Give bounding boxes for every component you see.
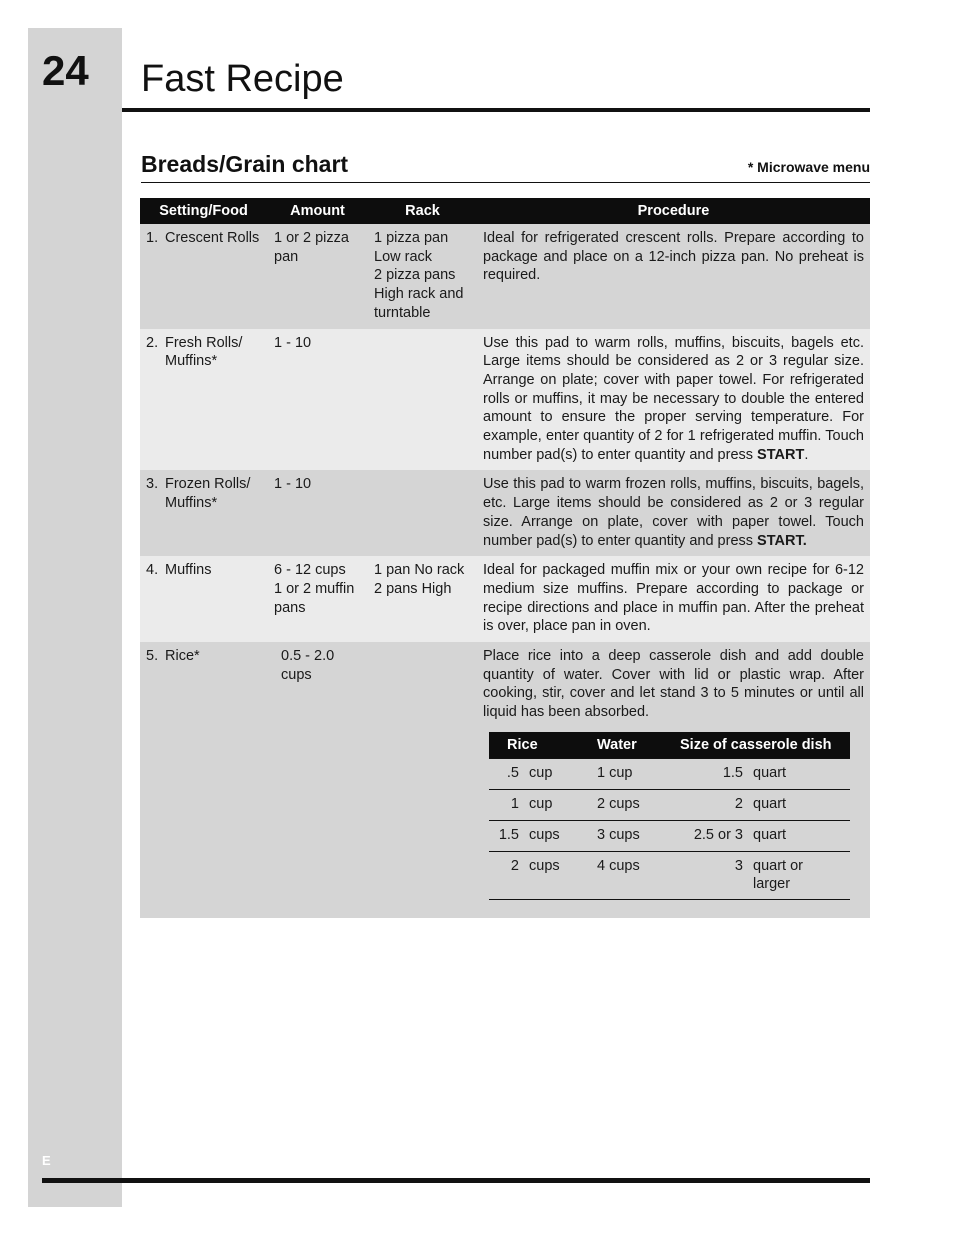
rice-qty: .5 <box>489 758 523 789</box>
rice-row <box>489 820 850 851</box>
rice-header-row <box>489 732 850 759</box>
footer-divider <box>42 1178 870 1183</box>
dish-size-qty: 2 <box>680 789 747 820</box>
procedure-cell <box>477 556 870 642</box>
page-title: Fast Recipe <box>141 58 344 100</box>
amount-line: 1 or 2 pizza pan <box>274 230 349 265</box>
table-header-row <box>140 198 870 224</box>
amount-cell <box>267 224 368 329</box>
food-name: Rice* <box>165 648 200 665</box>
rice-row <box>489 758 850 789</box>
procedure-text: Use this pad to warm frozen rolls, muffins, biscuits, bagels, etc. Large items should be considered as 2 or 3 regular size. Arrange on plate, cover with paper towel. Touch number pad(s) to enter quantity and press <box>483 476 864 549</box>
water-amount: 4 cups <box>595 851 680 899</box>
side-band <box>28 28 122 1207</box>
row-number: 1. <box>146 230 159 246</box>
dish-size-qty: 3 <box>680 851 747 899</box>
rice-unit: cup <box>523 789 595 820</box>
rack-line: Low rack <box>374 248 433 265</box>
table-row <box>140 224 870 329</box>
amount-line: 6 - 12 cups <box>274 562 346 579</box>
start-keyword: START. <box>757 532 807 549</box>
procedure-text: Use this pad to warm rolls, muffins, biscuits, bagels etc. Large items should be considered as 2 or 3 regular size. Arrange on plate; cover with paper towel. For refrigerated rolls or muffins, it may be necessary to double the entered amount to ensure the proper serving temperature. For example, enter quantity of 2 for 1 refrigerated muffin. Touch number pad(s) to enter quantity and press <box>483 334 864 463</box>
title-divider <box>122 108 870 112</box>
start-keyword: START <box>757 446 805 463</box>
food-name: Crescent Rolls <box>165 230 260 246</box>
food-cell <box>140 556 267 642</box>
rice-unit: cups <box>523 820 595 851</box>
table-row <box>140 556 870 642</box>
procedure-cell <box>477 224 870 329</box>
rice-header-rice: Rice <box>489 732 595 759</box>
procedure-text: Place rice into a deep casserole dish and add double quantity of water. Cover with lid or plastic wrap. After cooking, stir, cover and let stand 3 to 5 minutes or until all liquid has been absorbed. <box>483 648 864 721</box>
rack-line: 1 pizza pan <box>374 230 449 246</box>
table-row <box>140 642 870 918</box>
row-number: 5. <box>146 648 159 665</box>
rack-cell <box>368 556 477 642</box>
food-name: Frozen Rolls/ Muffins* <box>165 476 251 512</box>
amount-cell <box>267 470 368 556</box>
procedure-tail: . <box>804 446 809 463</box>
table-row <box>140 470 870 556</box>
rice-header-size: Size of casserole dish <box>680 732 850 759</box>
food-cell <box>140 470 267 556</box>
rack-line: 1 pan No rack <box>374 562 465 579</box>
water-amount: 3 cups <box>595 820 680 851</box>
section-title: Breads/Grain chart <box>141 151 349 177</box>
amount-cell <box>267 642 368 918</box>
rack-cell <box>368 470 477 556</box>
rack-line: 2 pizza pans <box>374 267 456 284</box>
breads-grain-table <box>140 198 870 918</box>
header-setting-food: Setting/Food <box>140 198 267 224</box>
section-divider <box>141 182 870 183</box>
procedure-cell <box>477 642 870 918</box>
procedure-text: Ideal for refrigerated crescent rolls. Prepare according to package and place on a 12-inch pizza pan. No preheat is required. <box>483 230 864 284</box>
header-amount: Amount <box>267 198 368 224</box>
header-rack: Rack <box>368 198 477 224</box>
dish-size-unit: quart <box>747 820 850 851</box>
water-amount: 1 cup <box>595 758 680 789</box>
water-amount: 2 cups <box>595 789 680 820</box>
rice-qty: 1 <box>489 789 523 820</box>
rice-header-water: Water <box>595 732 680 759</box>
food-name: Muffins <box>165 562 212 579</box>
language-tag: E <box>42 1153 51 1168</box>
amount-line: 1 - 10 <box>274 334 312 351</box>
rice-row <box>489 789 850 820</box>
microwave-menu-note: * Microwave menu <box>747 159 870 175</box>
rice-unit: cups <box>523 851 595 899</box>
rack-line: 2 pans High <box>374 580 452 597</box>
dish-size-unit: quart <box>747 789 850 820</box>
rice-qty: 2 <box>489 851 523 899</box>
rack-cell <box>368 224 477 329</box>
row-number: 4. <box>146 562 159 579</box>
food-cell <box>140 642 267 918</box>
page-number: 24 <box>42 47 89 94</box>
rice-water-table <box>489 732 850 900</box>
dish-size-qty: 2.5 or 3 <box>680 820 747 851</box>
amount-line: 0.5 - 2.0 cups <box>281 648 335 683</box>
rice-unit: cup <box>523 758 595 789</box>
amount-line: 1 - 10 <box>274 476 312 493</box>
table-row <box>140 329 870 471</box>
amount-cell <box>267 556 368 642</box>
rack-cell <box>368 642 477 918</box>
header-procedure: Procedure <box>477 198 870 224</box>
food-cell <box>140 329 267 471</box>
procedure-text: Ideal for packaged muffin mix or your own recipe for 6-12 medium size muffins. Prepare according to package or recipe directions and place in muffin pan. After the preheat is over, place pan in oven. <box>483 562 864 635</box>
rack-line: High rack and turntable <box>374 286 464 321</box>
procedure-cell <box>477 329 870 471</box>
amount-cell <box>267 329 368 471</box>
procedure-cell <box>477 470 870 556</box>
dish-size-qty: 1.5 <box>680 758 747 789</box>
rice-row <box>489 851 850 899</box>
row-number: 2. <box>146 334 159 351</box>
rack-cell <box>368 329 477 471</box>
dish-size-unit: quart or larger <box>747 851 850 899</box>
dish-size-unit: quart <box>747 758 850 789</box>
row-number: 3. <box>146 476 159 493</box>
food-cell <box>140 224 267 329</box>
amount-line: 1 or 2 muffin pans <box>274 580 355 616</box>
food-name: Fresh Rolls/ Muffins* <box>165 334 243 370</box>
rice-qty: 1.5 <box>489 820 523 851</box>
